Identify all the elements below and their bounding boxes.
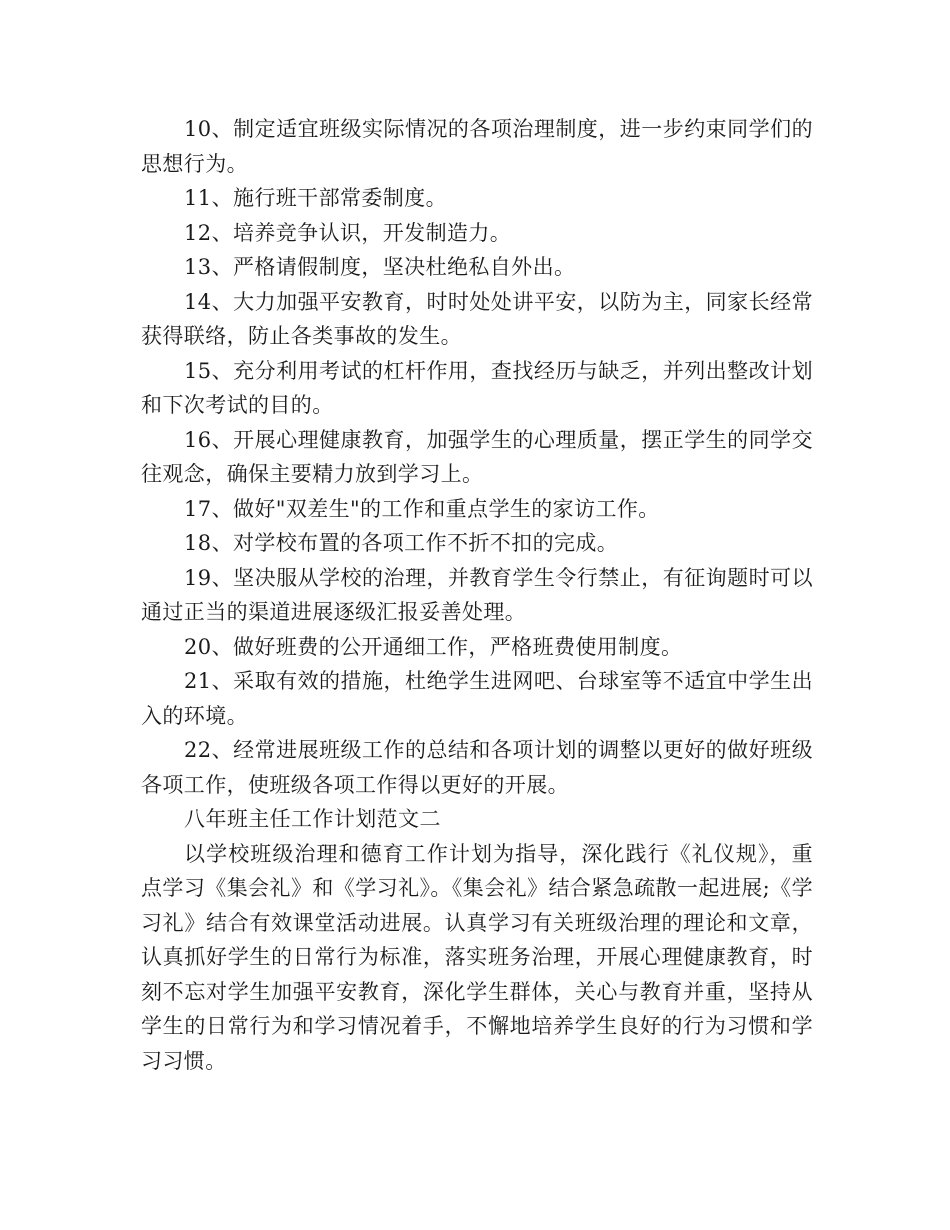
- list-item-14: 14、大力加强平安教育，时时处处讲平安，以防为主，同家长经常获得联络，防止各类事故的发生。: [141, 289, 813, 348]
- section-body: 以学校班级治理和德育工作计划为指导，深化践行《礼仪规》，重点学习《集会礼》和《学习礼》。《集会礼》结合紧急疏散一起进展;《学习礼》结合有效课堂活动进展。认真学习有关班级治理的理论和文章，认真抓好学生的日常行为标准，落实班务治理，开展心理健康教育，时刻不忘对学生加强平安教育，深化学生群体，关心与教育并重，坚持从学生的日常行为和学习情况着手，不懈地培养学生良好的行为习惯和学习习惯。: [141, 841, 813, 1073]
- list-item-12: 12、培养竞争认识，开发制造力。: [184, 220, 512, 245]
- list-item-15: 15、充分利用考试的杠杆作用，查找经历与缺乏，并列出整改计划和下次考试的目的。: [141, 358, 813, 417]
- list-item-20: 20、做好班费的公开通细工作，严格班费使用制度。: [184, 634, 683, 659]
- list-item-19: 19、坚决服从学校的治理，并教育学生令行禁止，有征询题时可以通过正当的渠道进展逐级汇报妥善处理。: [141, 565, 813, 624]
- list-item-21: 21、采取有效的措施，杜绝学生进网吧、台球室等不适宜中学生出入的环境。: [141, 669, 813, 728]
- list-item-11: 11、施行班干部常委制度。: [184, 186, 447, 210]
- list-item-16: 16、开展心理健康教育，加强学生的心理质量，摆正学生的同学交往观念，确保主要精力放到学习上。: [141, 427, 813, 486]
- section-title: 八年班主任工作计划范文二: [184, 807, 441, 831]
- document-body: [141, 112, 813, 1078]
- list-item-17: 17、做好"双差生"的工作和重点学生的家访工作。: [184, 496, 660, 521]
- list-item-22: 22、经常进展班级工作的总结和各项计划的调整以更好的做好班级各项工作，使班级各项工作得以更好的开展。: [141, 738, 813, 797]
- list-item-13: 13、严格请假制度，坚决杜绝私自外出。: [184, 255, 576, 279]
- list-item-10: 10、制定适宜班级实际情况的各项治理制度，进一步约束同学们的思想行为。: [141, 117, 813, 176]
- list-item-18: 18、对学校布置的各项工作不折不扣的完成。: [184, 531, 619, 555]
